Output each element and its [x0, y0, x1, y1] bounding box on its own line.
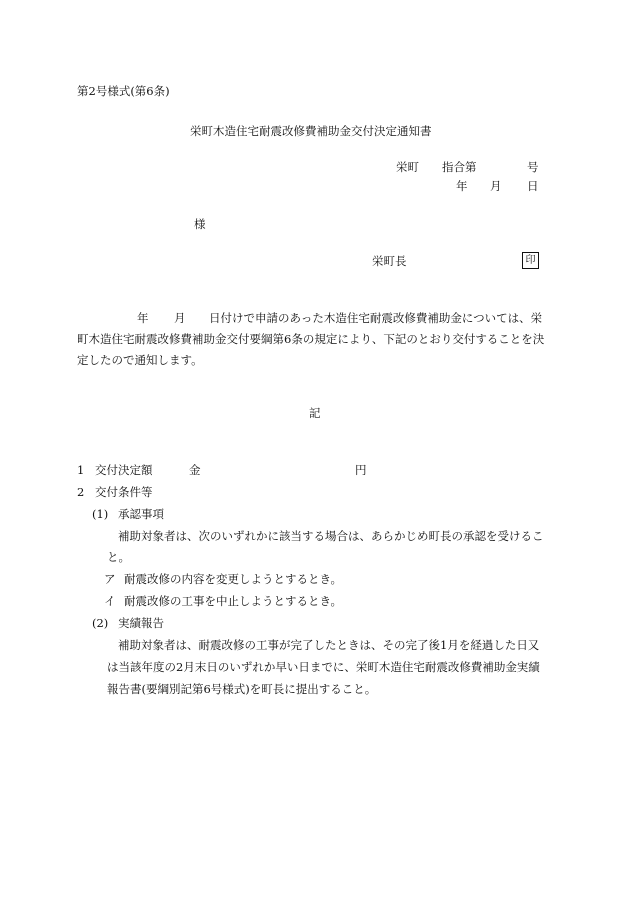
item1-currency-prefix: 金 [189, 463, 201, 477]
date-year: 年 [456, 179, 468, 193]
issuer: 栄町長 [372, 254, 407, 268]
addressee-suffix: 様 [194, 217, 206, 231]
item1-currency-suffix: 円 [355, 463, 367, 477]
ki-heading: 記 [309, 406, 321, 420]
doc-number-town: 栄町 [396, 160, 419, 174]
item1-label: 交付決定額 [95, 463, 153, 477]
item2-number: 2 [77, 485, 85, 499]
intro-month: 月 [174, 311, 186, 325]
sub1-i-label: イ [104, 594, 116, 608]
date-day: 日 [527, 179, 539, 193]
sub1-text-line2: と。 [107, 550, 130, 564]
doc-number-suffix: 号 [527, 160, 539, 174]
sub2-text-line1: 補助対象者は、耐震改修の工事が完了したときは、その完了後1月を経過した日又 [118, 638, 540, 652]
sub1-number: (1) [92, 507, 109, 521]
intro-text-line2: 町木造住宅耐震改修費補助金交付要綱第6条の規定により、下記のとおり交付することを決 [77, 332, 545, 346]
item2-label: 交付条件等 [95, 485, 153, 499]
sub1-text-line1: 補助対象者は、次のいずれかに該当する場合は、あらかじめ町長の承認を受けるこ [118, 529, 544, 543]
sub2-text-line2: は当該年度の2月末日のいずれか早い日までに、栄町木造住宅耐震改修費補助金実績 [107, 660, 540, 674]
sub1-i-text: 耐震改修の工事を中止しようとするとき。 [124, 594, 343, 608]
item1-number: 1 [77, 463, 85, 477]
sub2-label: 実績報告 [118, 616, 164, 630]
date-month: 月 [490, 179, 502, 193]
document-title: 栄町木造住宅耐震改修費補助金交付決定通知書 [190, 124, 432, 138]
sub1-label: 承認事項 [118, 507, 164, 521]
sub1-a-label: ア [104, 572, 116, 586]
sub2-text-line3: 報告書(要綱別記第6号様式)を町長に提出すること。 [107, 682, 377, 696]
seal-stamp: 印 [522, 252, 539, 269]
intro-year: 年 [137, 311, 149, 325]
form-number: 第2号様式(第6条) [77, 84, 170, 98]
intro-text-line3: 定したので通知します。 [77, 353, 203, 367]
sub2-number: (2) [92, 616, 109, 630]
intro-text-line1: 日付けで申請のあった木造住宅耐震改修費補助金については、栄 [209, 311, 543, 325]
doc-number-prefix: 指合第 [442, 160, 477, 174]
sub1-a-text: 耐震改修の内容を変更しようとするとき。 [124, 572, 343, 586]
